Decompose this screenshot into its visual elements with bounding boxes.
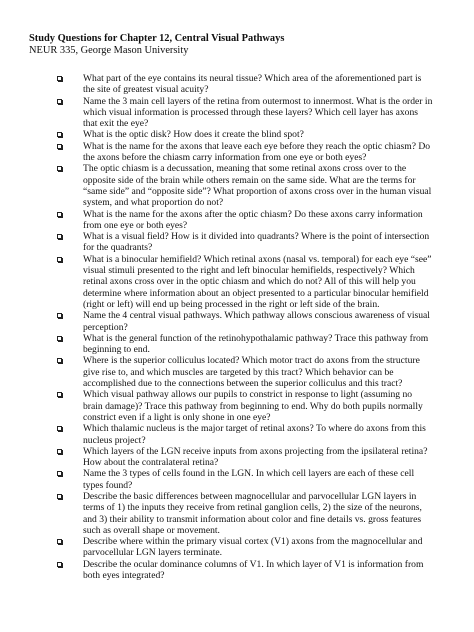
checkbox-square-icon xyxy=(57,539,62,544)
checkbox-square-icon xyxy=(57,562,62,567)
question-item xyxy=(29,209,434,232)
question-text: Name the 3 types of cells found in the LGN. In which cell layers are each of these cell types found? xyxy=(83,468,415,491)
question-item xyxy=(29,536,434,559)
checkbox-square-icon xyxy=(57,166,62,171)
question-item xyxy=(29,333,434,356)
document-subtitle: NEUR 335, George Mason University xyxy=(29,45,189,56)
document-title: Study Questions for Chapter 12, Central Visual Pathways xyxy=(29,33,285,44)
question-item xyxy=(29,389,434,423)
question-item xyxy=(29,141,434,164)
question-text: Which layers of the LGN receive inputs from axons projecting from the ipsilateral retina? How about the contralateral retina? xyxy=(83,445,428,469)
question-text: Where is the superior colliculus located? Which motor tract do axons from the structure give rise to, and which muscles are targeted by this tract? Which behavior can be accomplished due to the connections between the superior colliculus and this tract? xyxy=(83,355,420,390)
question-item xyxy=(29,446,434,469)
checkbox-square-icon xyxy=(57,313,62,318)
question-text: What is the name for the axons that leave each eye before they reach the optic chiasm? Do the axons before the chiasm carry information from one eye or both eyes? xyxy=(83,140,431,164)
question-item xyxy=(29,73,434,96)
checkbox-square-icon xyxy=(57,426,62,431)
question-item xyxy=(29,310,434,333)
question-item xyxy=(29,254,434,310)
question-item xyxy=(29,559,434,582)
checkbox-square-icon xyxy=(57,449,62,454)
question-item xyxy=(29,96,434,130)
question-item xyxy=(29,163,434,208)
checkbox-square-icon xyxy=(57,392,62,397)
checkbox-square-icon xyxy=(57,358,62,363)
checkbox-square-icon xyxy=(57,257,62,262)
question-text: Describe where within the primary visual cortex (V1) axons from the magnocellular and parvocellular LGN layers terminate. xyxy=(83,536,423,559)
checkbox-square-icon xyxy=(57,471,62,476)
question-text: Which thalamic nucleus is the major target of retinal axons? To where do axons from this nucleus project? xyxy=(83,423,426,446)
checkbox-square-icon xyxy=(57,76,62,81)
question-item xyxy=(29,129,434,140)
question-item xyxy=(29,468,434,491)
question-text: Which visual pathway allows our pupils to constrict in response to light (assuming no brain damage)? Trace this pathway from beginning to end. Why do both pupils normally constrict even if a light is only shone in one eye? xyxy=(83,389,423,423)
question-text: Name the 3 main cell layers of the retina from outermost to innermost. What is the order in which visual information is processed through these layers? Which cell layer has axons that exit the eye? xyxy=(83,95,433,130)
question-item xyxy=(29,491,434,536)
question-text: Describe the ocular dominance columns of V1. In which layer of V1 is information from both eyes integrated? xyxy=(83,558,424,582)
question-text: What is the optic disk? How does it create the blind spot? xyxy=(83,129,304,141)
checkbox-square-icon xyxy=(57,144,62,149)
question-text: What part of the eye contains its neural tissue? Which area of the aforementioned part is the site of greatest visual acuity? xyxy=(83,73,422,96)
checkbox-square-icon xyxy=(57,99,62,104)
checkbox-square-icon xyxy=(57,494,62,499)
question-text: What is the general function of the retinohypothalamic pathway? Trace this pathway from beginning to end. xyxy=(83,332,429,356)
question-item xyxy=(29,423,434,446)
question-text: What is the name for the axons after the optic chiasm? Do these axons carry information from one eye or both eyes? xyxy=(83,208,423,231)
checkbox-square-icon xyxy=(57,132,62,137)
checkbox-square-icon xyxy=(57,212,62,217)
question-text: Describe the basic differences between magnocellular and parvocellular LGN layers in terms of 1) the inputs they receive from retinal ganglion cells, 2) the size of the neurons, and 3) their ability to transmit information about color and fine details vs. gross features such as overall shape or movement. xyxy=(83,490,422,536)
question-text: Name the 4 central visual pathways. Which pathway allows conscious awareness of visual perception? xyxy=(83,310,430,333)
question-text: The optic chiasm is a decussation, meaning that some retinal axons cross over to the opposite side of the brain while others remain on the same side. What are the terms for “same side” and “opposite side”? What proportion of axons cross over in the human visual system, and what proportion do not? xyxy=(83,163,432,209)
question-list xyxy=(29,73,434,581)
checkbox-square-icon xyxy=(57,234,62,239)
checkbox-square-icon xyxy=(57,336,62,341)
question-item xyxy=(29,355,434,389)
question-text: What is a visual field? How is it divided into quadrants? Where is the point of intersection for the quadrants? xyxy=(83,231,430,254)
question-item xyxy=(29,231,434,254)
question-text: What is a binocular hemifield? Which retinal axons (nasal vs. temporal) for each eye “see” visual stimuli presented to the right and left binocular hemifields, respectively? Which retinal axons cross over in the optic chiasm and which do not? All of this will help you determine where information about an object presented to a particular binocular hemifield (right or left) will end up being processed in the right or left side of the brain. xyxy=(83,253,432,310)
